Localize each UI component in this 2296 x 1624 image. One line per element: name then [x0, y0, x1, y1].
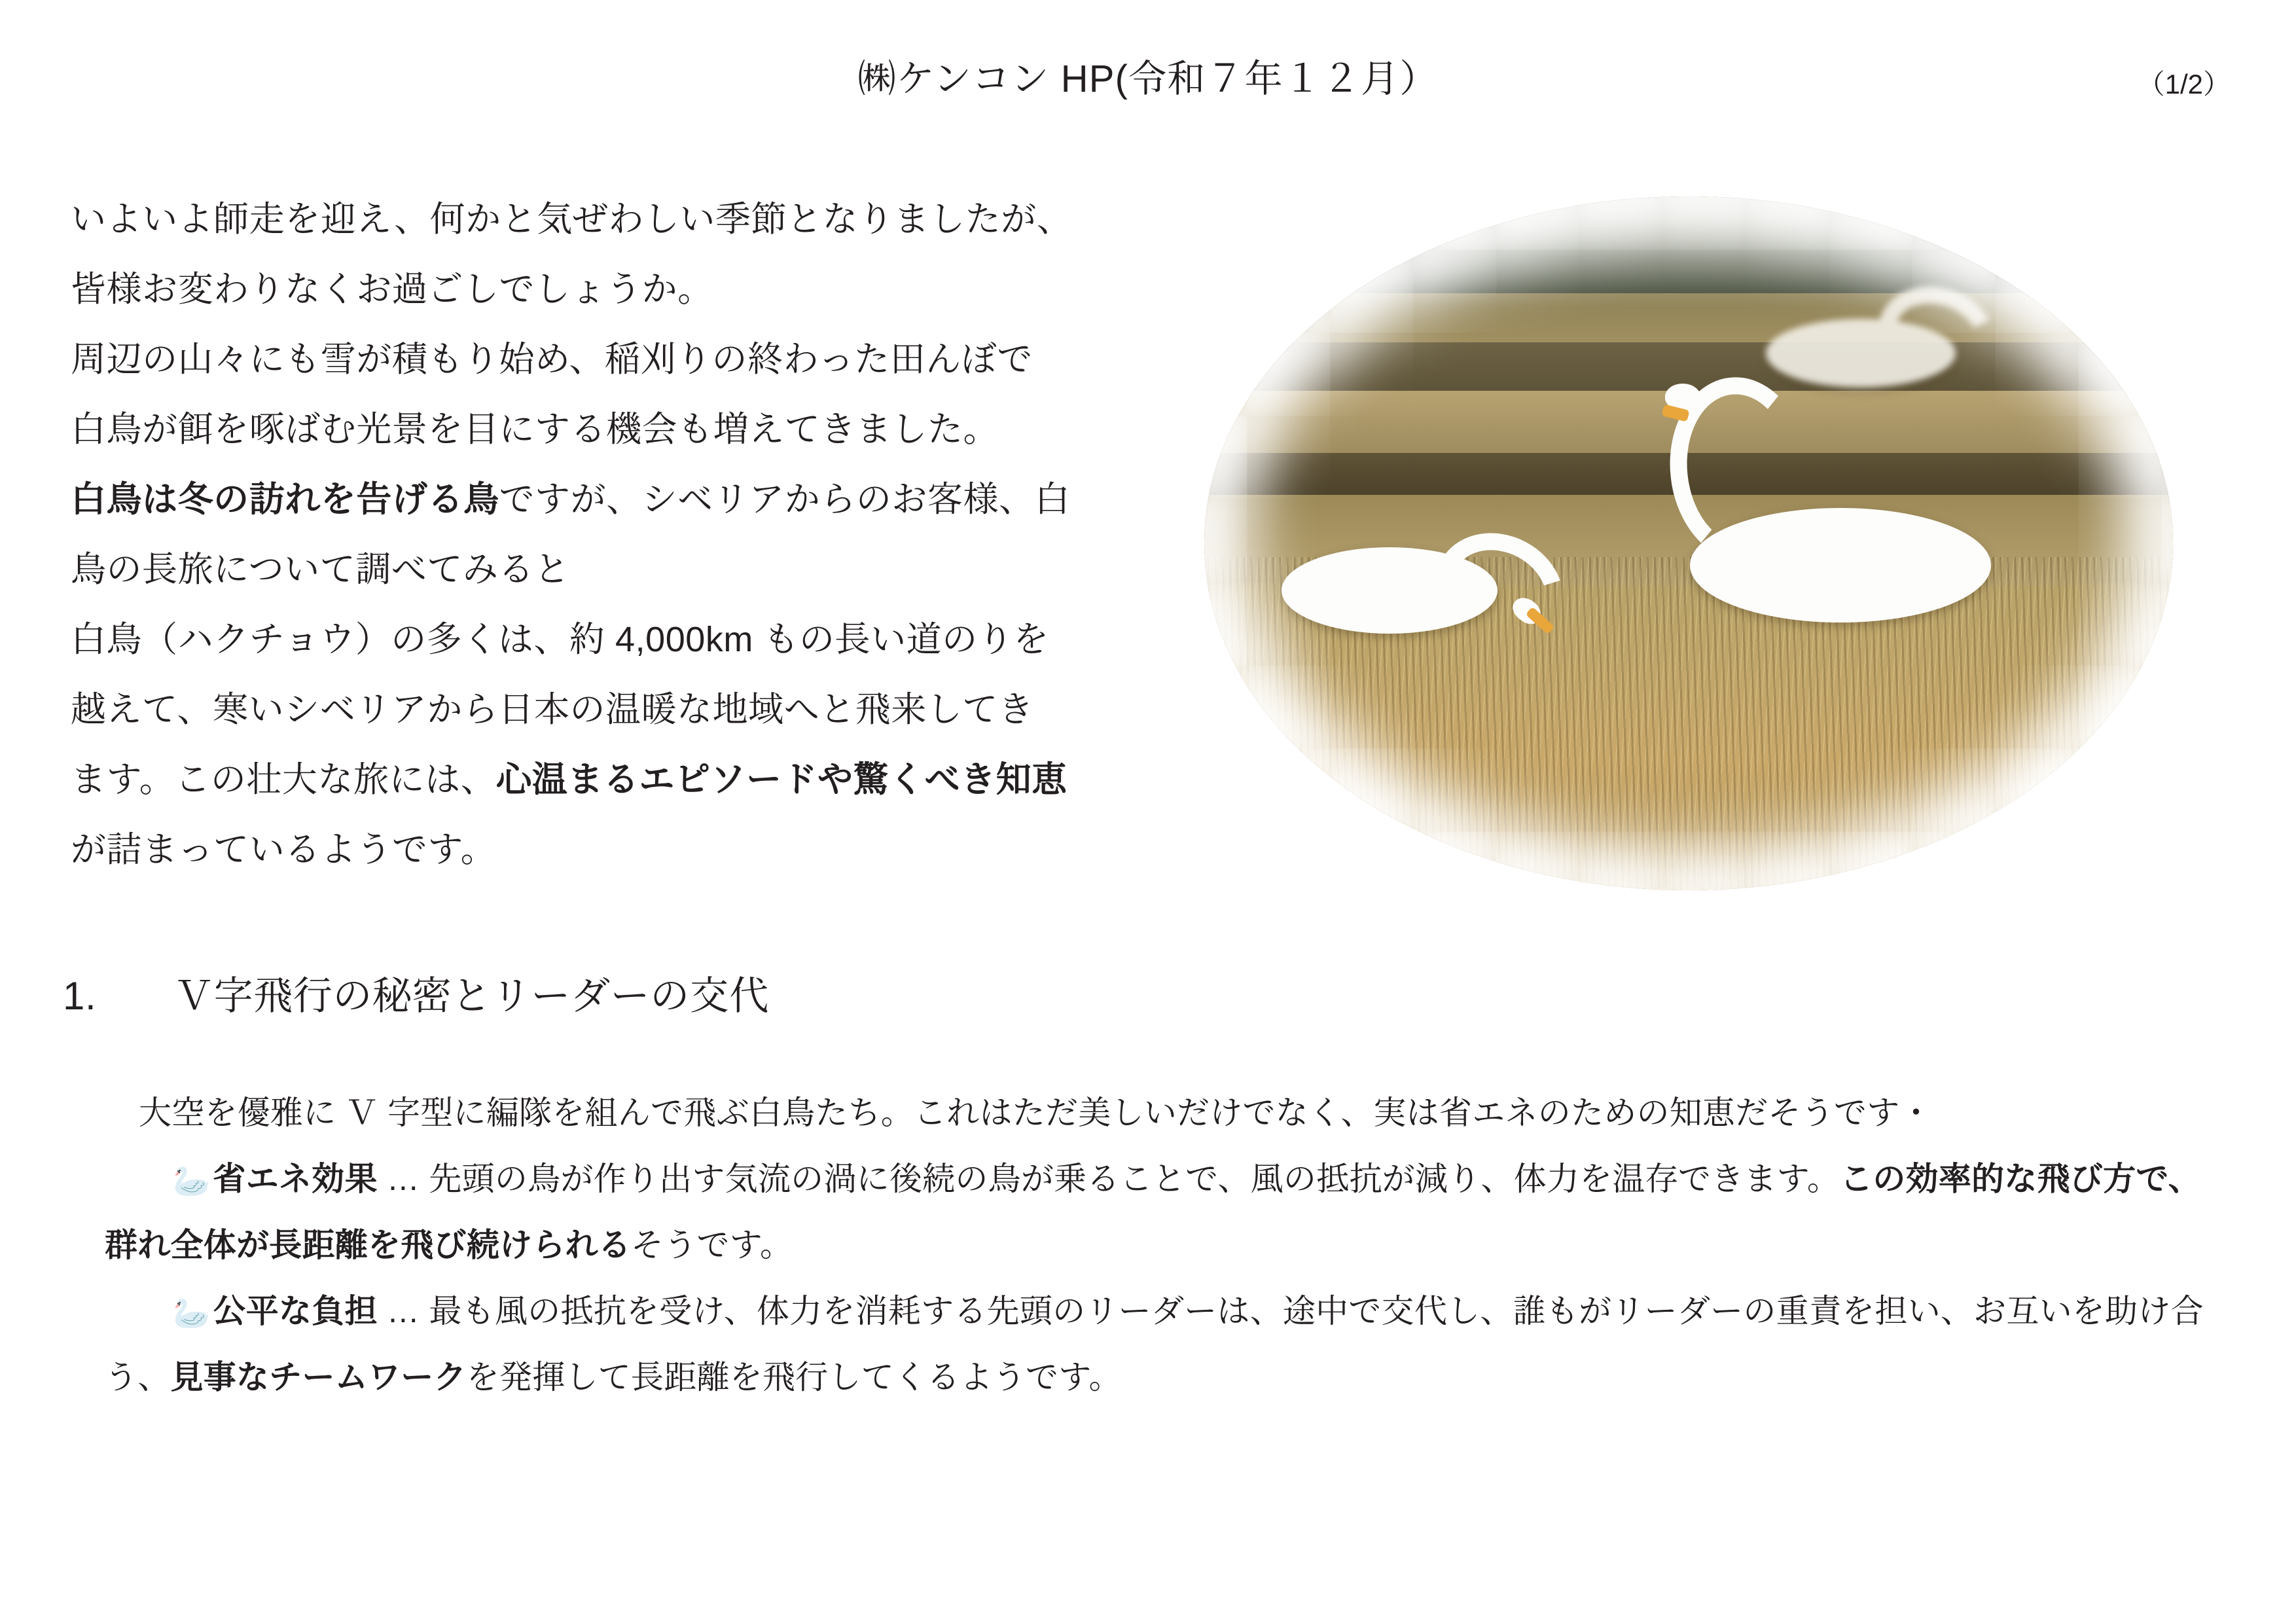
intro-line-3: 周辺の山々にも雪が積もり始め、稲刈りの終わった田んぼで: [71, 340, 1033, 379]
bullet-1-separator: …: [377, 1161, 429, 1197]
page-header: [0, 60, 2296, 119]
swan-photo: [1204, 196, 2173, 890]
intro-mixed-b: 心温まるエピソードや驚くべき知恵: [496, 760, 1067, 799]
swan-bullet-icon: 🦢: [173, 1296, 211, 1330]
intro-line-4: 白鳥が餌を啄ばむ光景を目にする機会も増えてきました。: [71, 410, 999, 449]
page-number-indicator: （1/2）: [2137, 69, 2231, 99]
bullet-1-text-a: 先頭の鳥が作り出す気流の渦に後続の鳥が乗ることで、風の抵抗が減り、体力を温存できます。: [429, 1161, 1840, 1197]
intro-line-7: 白鳥（ハクチョウ）の多くは、約 4,000km もの長い道のりを: [71, 620, 1049, 659]
intro-line-5: [71, 465, 1151, 535]
swan-photo-image: [1204, 196, 2173, 890]
swan-right-standing: [1592, 377, 1998, 652]
section-1-title: Ｖ字飛行の秘密とリーダーの交代: [174, 974, 769, 1018]
section-1-paragraph-intro: 大空を優雅に Ｖ 字型に編隊を組んで飛ぶ白鳥たち。これはただ美しいだけでなく、実は省エネのための知恵だそうです・: [139, 1094, 1933, 1131]
swan-left-feeding: [1282, 516, 1563, 666]
bullet-2-text-a: 最も風の抵抗を受け、体力を消耗する先頭のリーダーは、途中で交代し、誰もがリーダーの重責を担い、: [429, 1293, 1974, 1329]
intro-line-9: [71, 745, 1151, 815]
swan-bullet-icon: 🦢: [173, 1164, 211, 1198]
intro-after-bold: ですが、シベリアからのお客様、白: [499, 480, 1071, 519]
intro-text-block: [71, 185, 1151, 885]
intro-line-2: 皆様お変わりなくお過ごしでしょうか。: [71, 270, 713, 309]
intro-mixed-a: ます。この壮大な旅には、: [71, 760, 497, 799]
section-1-body: [105, 1080, 2225, 1411]
intro-bold-lead: 白鳥は冬の訪れを告げる鳥: [71, 480, 499, 519]
intro-line-6: 鳥の長旅について調べてみると: [71, 550, 570, 589]
swan-neck: [1415, 511, 1585, 672]
bullet-1-text-b: この効率的な飛び方で、群れ全体が長距離を飛び続けられる: [105, 1161, 2201, 1263]
bullet-2-separator: …: [377, 1293, 429, 1329]
section-1-number: 1.: [63, 974, 97, 1018]
bullet-1-text-c: そうです。: [631, 1227, 793, 1263]
bullet-2-text-b: お互いを助け合う、: [105, 1293, 2204, 1396]
bullet-2-text-c: 見事なチームワーク: [170, 1359, 467, 1396]
bullet-2-text-d: を発揮して長距離を飛行してくるようです。: [466, 1359, 1122, 1396]
header-title: ㈱ケンコン HP(令和７年１２月）: [857, 58, 1439, 100]
bullet-2-lead: 公平な負担: [213, 1293, 378, 1329]
intro-line-10: が詰まっているようです。: [71, 830, 497, 869]
swan-background: [1766, 280, 1982, 391]
section-1-bullet-2: [105, 1278, 2225, 1411]
bullet-1-lead: 省エネ効果: [213, 1161, 378, 1197]
intro-line-8: 越えて、寒いシベリアから日本の温暖な地域へと飛来してき: [71, 690, 1034, 729]
section-1-bullet-1: [105, 1146, 2225, 1278]
section-1-heading: [63, 973, 1830, 1020]
intro-line-1: いよいよ師走を迎え、何かと気ぜわしい季節となりましたが、: [71, 200, 1073, 239]
photo-top-haze: [1204, 196, 2173, 308]
